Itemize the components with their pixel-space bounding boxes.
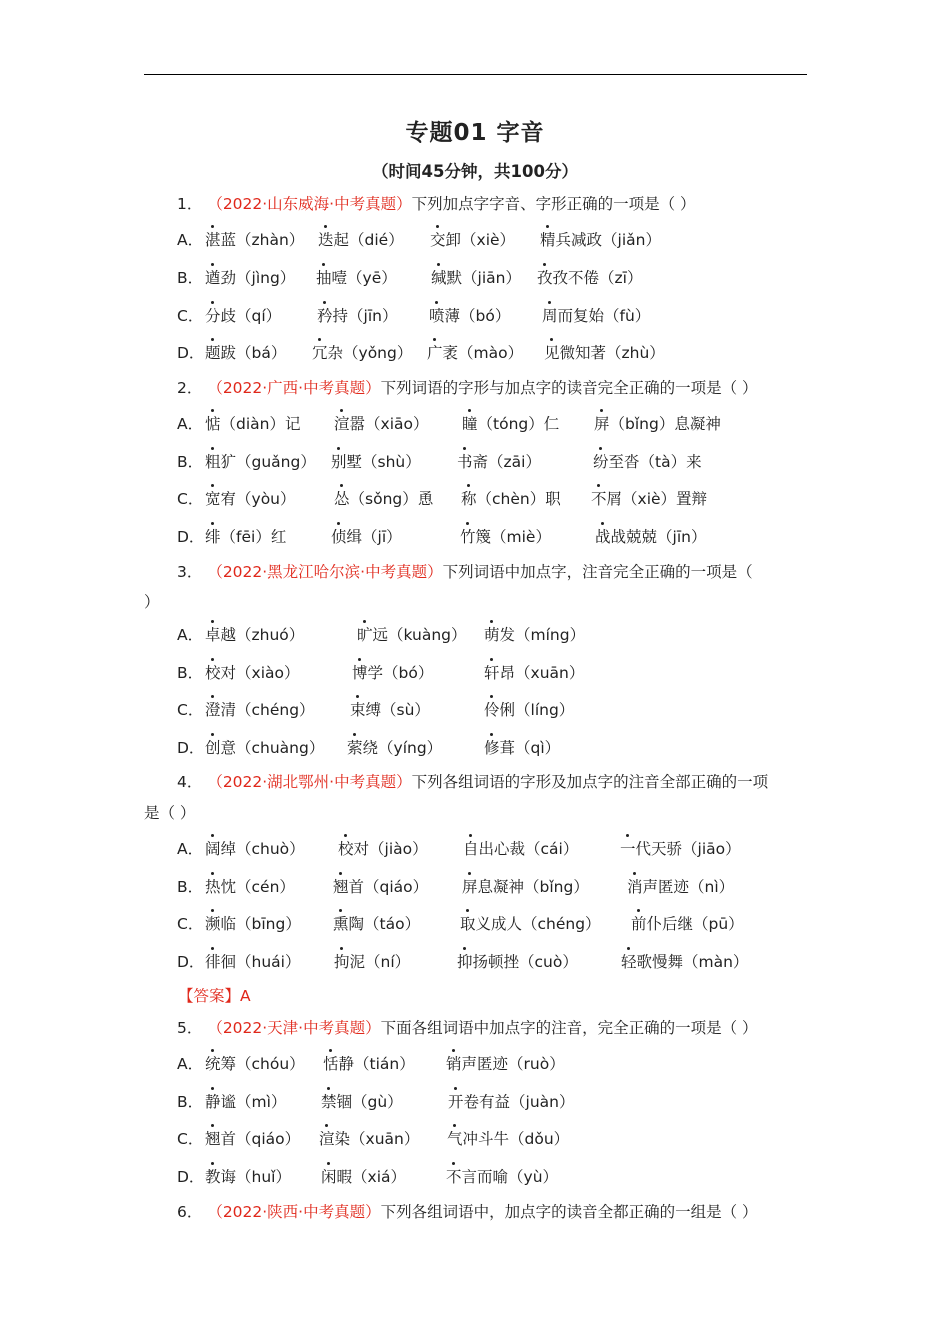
option-item: 迭起（dié） xyxy=(318,231,404,249)
emphasis-dot-char: 精 xyxy=(540,231,556,249)
option-item: 博学（bó） xyxy=(352,664,434,682)
option-item: 校对（xiào） xyxy=(205,664,300,682)
emphasis-dot-char: 战 xyxy=(595,528,611,546)
question-stem: 下列词语中加点字，注音完全正确的一项是（ xyxy=(442,563,753,581)
question-stem: 下列词语的字形与加点字的读音完全正确的一项是（ ） xyxy=(380,379,758,397)
option-item: 前仆后继（pū） xyxy=(631,915,744,933)
emphasis-dot-char: 博 xyxy=(352,664,368,682)
option-item: 伶俐（líng） xyxy=(484,701,575,719)
option-item: 束缚（sù） xyxy=(350,701,430,719)
option-item: 拘泥（ní） xyxy=(334,953,411,971)
emphasis-dot-char: 萌 xyxy=(484,626,500,644)
emphasis-dot-char: 澄 xyxy=(205,701,221,719)
option-item: 书斋（zāi） xyxy=(457,453,541,471)
option-item: 自出心裁（cái） xyxy=(463,840,579,858)
emphasis-dot-char: 静 xyxy=(205,1093,221,1111)
option-item: 不屑（xiè）置辩 xyxy=(591,490,708,508)
emphasis-dot-char: 屏 xyxy=(462,878,478,896)
emphasis-dot-char: 气 xyxy=(447,1130,463,1148)
answer-value: A xyxy=(240,987,251,1005)
emphasis-dot-char: 迭 xyxy=(318,231,334,249)
option-item: 分歧（qí） xyxy=(205,307,282,325)
emphasis-dot-char: 熏 xyxy=(333,915,349,933)
option-item: 徘徊（huái） xyxy=(205,953,301,971)
question-stem: 下列各组词语中，加点字的读音全都正确的一组是（ ） xyxy=(380,1203,758,1221)
emphasis-dot-char: 侦 xyxy=(331,528,347,546)
option-item: 禁锢（gù） xyxy=(321,1093,403,1111)
option-item: 孜孜不倦（zī） xyxy=(537,269,643,287)
emphasis-dot-char: 轩 xyxy=(484,664,500,682)
question-source: （2022·广西·中考真题） xyxy=(207,379,381,397)
emphasis-dot-char: 别 xyxy=(331,453,347,471)
question-4: 4． （2022·湖北鄂州·中考真题）下列各组词语的字形及加点字的注音全部正确的一项 xyxy=(177,773,769,791)
page-title: 专题01 字音 xyxy=(405,120,545,146)
option-item: 周而复始（fù） xyxy=(542,307,651,325)
option-item: 抽噎（yē） xyxy=(316,269,397,287)
emphasis-dot-char: 教 xyxy=(205,1168,221,1186)
option-item: 萌发（míng） xyxy=(484,626,586,644)
emphasis-dot-char: 伶 xyxy=(484,701,500,719)
option-item: 精兵减政（jiǎn） xyxy=(540,231,661,249)
option-item: 熏陶（táo） xyxy=(333,915,421,933)
emphasis-dot-char: 翘 xyxy=(205,1130,221,1148)
question-stem: 下列加点字字音、字形正确的一项是（ ） xyxy=(411,195,696,213)
emphasis-dot-char: 湛 xyxy=(205,231,221,249)
option-item: 濒临（bīng） xyxy=(205,915,301,933)
question-source: （2022·黑龙江哈尔滨·中考真题） xyxy=(207,563,443,581)
option-item: 宽宥（yòu） xyxy=(205,490,296,508)
option-item: 绯（fēi）红 xyxy=(205,528,287,546)
option-item: 称（chèn）职 xyxy=(461,490,561,508)
header-rule xyxy=(144,74,807,75)
emphasis-dot-char: 校 xyxy=(338,840,354,858)
option-item: 冗杂（yǒng） xyxy=(312,344,413,362)
emphasis-dot-char: 拘 xyxy=(334,953,350,971)
option-item: 纷至沓（tà）来 xyxy=(593,453,702,471)
option-item: 教诲（huǐ） xyxy=(205,1168,291,1186)
option-item: 一代天骄（jiāo） xyxy=(620,840,741,858)
question-source: （2022·湖北鄂州·中考真题） xyxy=(207,773,412,791)
emphasis-dot-char: 渲 xyxy=(334,415,350,433)
option-item: 广袤（mào） xyxy=(427,344,524,362)
emphasis-dot-char: 热 xyxy=(205,878,221,896)
option-item: 轩昂（xuān） xyxy=(484,664,585,682)
emphasis-dot-char: 消 xyxy=(627,878,643,896)
option-item: 澄清（chéng） xyxy=(205,701,315,719)
emphasis-dot-char: 绯 xyxy=(205,528,221,546)
emphasis-dot-char: 束 xyxy=(350,701,366,719)
emphasis-dot-char: 取 xyxy=(460,915,476,933)
option-item: 矜持（jīn） xyxy=(317,307,398,325)
answer-line xyxy=(178,986,251,1006)
question-3: 3． （2022·黑龙江哈尔滨·中考真题）下列词语中加点字，注音完全正确的一项是（ xyxy=(177,563,753,581)
option-item: 消声匿迹（nì） xyxy=(627,878,735,896)
emphasis-dot-char: 翘 xyxy=(333,878,349,896)
option-item: 萦绕（yíng） xyxy=(347,739,443,757)
option-item: 销声匿迹（ruò） xyxy=(446,1055,565,1073)
question-5: 5． （2022·天津·中考真题）下面各组词语中加点字的注音，完全正确的一项是（ ） xyxy=(177,1019,758,1037)
option-item: 别墅（shù） xyxy=(331,453,421,471)
emphasis-dot-char: 徘 xyxy=(205,953,221,971)
option-item: 屏（bǐng）息凝神 xyxy=(594,415,721,433)
option-item: 题跋（bá） xyxy=(205,344,287,362)
emphasis-dot-char: 轻 xyxy=(621,953,637,971)
question-source: （2022·天津·中考真题） xyxy=(207,1019,381,1037)
emphasis-dot-char: 题 xyxy=(205,344,221,362)
option-item: 修葺（qì） xyxy=(484,739,561,757)
emphasis-dot-char: 不 xyxy=(446,1168,462,1186)
option-item: 抑扬顿挫（cuò） xyxy=(457,953,578,971)
option-item: 热忱（cén） xyxy=(205,878,295,896)
option-item: 静谧（mì） xyxy=(205,1093,287,1111)
emphasis-dot-char: 喷 xyxy=(429,307,445,325)
page-subtitle: （时间45分钟，共100分） xyxy=(372,162,578,181)
emphasis-dot-char: 销 xyxy=(446,1055,462,1073)
option-item: 怂（sǒng）恿 xyxy=(334,490,434,508)
emphasis-dot-char: 缄 xyxy=(431,269,447,287)
emphasis-dot-char: 禁 xyxy=(321,1093,337,1111)
question-6: 6． （2022·陕西·中考真题）下列各组词语中，加点字的读音全都正确的一组是（ ） xyxy=(177,1203,758,1221)
emphasis-dot-char: 遒 xyxy=(205,269,221,287)
option-item: 渲嚣（xiāo） xyxy=(334,415,429,433)
option-item: 遒劲（jìng） xyxy=(205,269,296,287)
option-item: 气冲斗牛（dǒu） xyxy=(447,1130,570,1148)
option-item: 侦缉（jī） xyxy=(331,528,402,546)
emphasis-dot-char: 濒 xyxy=(205,915,221,933)
question-stem-continued: 是（ ） xyxy=(144,804,196,822)
emphasis-dot-char: 孜 xyxy=(537,269,553,287)
emphasis-dot-char: 广 xyxy=(427,344,443,362)
question-source: （2022·山东威海·中考真题） xyxy=(207,195,412,213)
option-item: 旷远（kuàng） xyxy=(357,626,467,644)
emphasis-dot-char: 抽 xyxy=(316,269,332,287)
emphasis-dot-char: 阔 xyxy=(205,840,221,858)
emphasis-dot-char: 冗 xyxy=(312,344,328,362)
emphasis-dot-char: 分 xyxy=(205,307,221,325)
option-item: 阔绰（chuò） xyxy=(205,840,305,858)
option-item: 战战兢兢（jīn） xyxy=(595,528,707,546)
emphasis-dot-char: 一 xyxy=(620,840,636,858)
option-item: 粗犷（guǎng） xyxy=(205,453,316,471)
emphasis-dot-char: 统 xyxy=(205,1055,221,1073)
option-item: 渲染（xuān） xyxy=(319,1130,420,1148)
emphasis-dot-char: 修 xyxy=(484,739,500,757)
option-item: 开卷有益（juàn） xyxy=(448,1093,575,1111)
emphasis-dot-char: 粗 xyxy=(205,453,221,471)
emphasis-dot-char: 渲 xyxy=(319,1130,335,1148)
emphasis-dot-char: 前 xyxy=(631,915,647,933)
emphasis-dot-char: 称 xyxy=(461,490,477,508)
option-item: 翘首（qiáo） xyxy=(333,878,429,896)
option-item: 见微知著（zhù） xyxy=(544,344,665,362)
emphasis-dot-char: 开 xyxy=(448,1093,464,1111)
option-item: 屏息凝神（bǐng） xyxy=(462,878,589,896)
answer-label: 【答案】 xyxy=(178,987,241,1005)
emphasis-dot-char: 校 xyxy=(205,664,221,682)
question-source: （2022·陕西·中考真题） xyxy=(207,1203,381,1221)
question-stem-continued: ） xyxy=(144,593,160,611)
option-item: 湛蓝（zhàn） xyxy=(205,231,305,249)
emphasis-dot-char: 书 xyxy=(457,453,473,471)
option-item: 交卸（xiè） xyxy=(430,231,516,249)
question-1: 1． （2022·山东威海·中考真题）下列加点字字音、字形正确的一项是（ ） xyxy=(177,195,696,213)
option-item: 校对（jiào） xyxy=(338,840,428,858)
question-stem: 下列各组词语的字形及加点字的注音全部正确的一项 xyxy=(411,773,769,791)
emphasis-dot-char: 恬 xyxy=(323,1055,339,1073)
emphasis-dot-char: 创 xyxy=(205,739,221,757)
option-item: 惦（diàn）记 xyxy=(205,415,301,433)
option-item: 缄默（jiān） xyxy=(431,269,521,287)
option-item: 闲暇（xiá） xyxy=(321,1168,406,1186)
emphasis-dot-char: 交 xyxy=(430,231,446,249)
option-item: 统筹（chóu） xyxy=(205,1055,305,1073)
emphasis-dot-char: 不 xyxy=(591,490,607,508)
option-item: 轻歌慢舞（màn） xyxy=(621,953,749,971)
option-item: 翘首（qiáo） xyxy=(205,1130,301,1148)
option-item: 竹篾（miè） xyxy=(460,528,551,546)
option-item: 恬静（tián） xyxy=(323,1055,415,1073)
emphasis-dot-char: 周 xyxy=(542,307,558,325)
emphasis-dot-char: 屏 xyxy=(594,415,610,433)
emphasis-dot-char: 纷 xyxy=(593,453,609,471)
option-item: 瞳（tóng）仁 xyxy=(462,415,560,433)
emphasis-dot-char: 抑 xyxy=(457,953,473,971)
emphasis-dot-char: 宽 xyxy=(205,490,221,508)
emphasis-dot-char: 惦 xyxy=(205,415,221,433)
question-stem: 下面各组词语中加点字的注音，完全正确的一项是（ ） xyxy=(380,1019,758,1037)
emphasis-dot-char: 竹 xyxy=(460,528,476,546)
option-item: 取义成人（chéng） xyxy=(460,915,601,933)
emphasis-dot-char: 卓 xyxy=(205,626,221,644)
emphasis-dot-char: 瞳 xyxy=(462,415,478,433)
emphasis-dot-char: 闲 xyxy=(321,1168,337,1186)
question-2: 2． （2022·广西·中考真题）下列词语的字形与加点字的读音完全正确的一项是（ ） xyxy=(177,379,758,397)
emphasis-dot-char: 见 xyxy=(544,344,560,362)
emphasis-dot-char: 自 xyxy=(463,840,479,858)
option-item: 创意（chuàng） xyxy=(205,739,325,757)
emphasis-dot-char: 怂 xyxy=(334,490,350,508)
option-item: 卓越（zhuó） xyxy=(205,626,305,644)
option-item: 喷薄（bó） xyxy=(429,307,511,325)
emphasis-dot-char: 旷 xyxy=(357,626,373,644)
option-item: 不言而喻（yù） xyxy=(446,1168,559,1186)
emphasis-dot-char: 萦 xyxy=(347,739,363,757)
emphasis-dot-char: 矜 xyxy=(317,307,333,325)
